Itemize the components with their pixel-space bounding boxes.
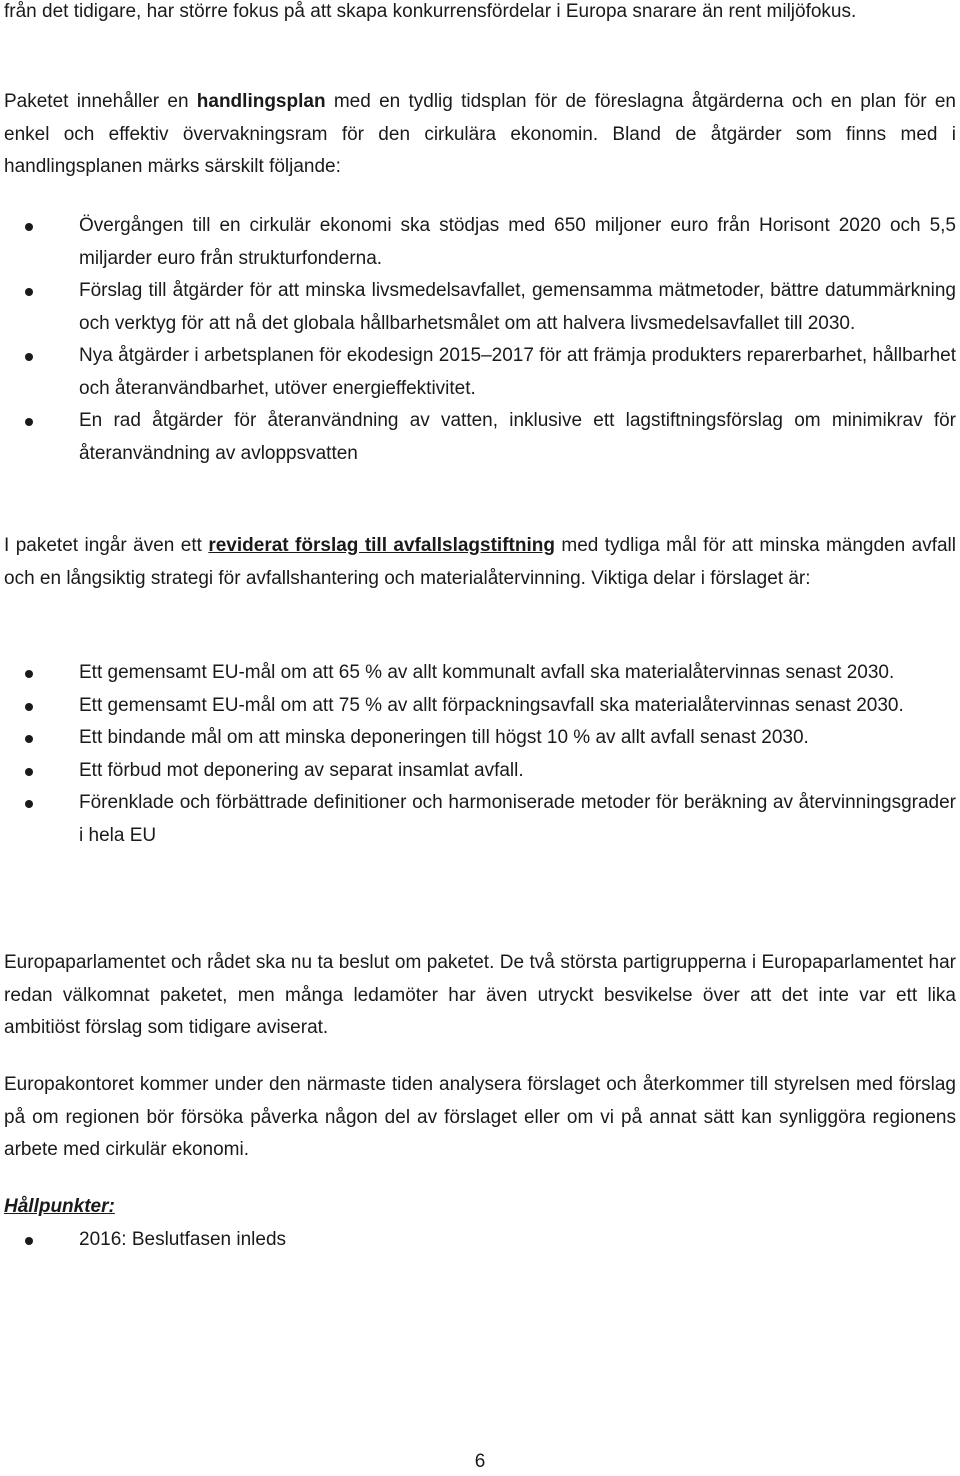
paragraph-text: Paketet innehåller en	[4, 91, 197, 112]
list-item: En rad åtgärder för återanvändning av vatten, inklusive ett lagstiftningsförslag om minimikrav för återanvändning av avloppsvatten	[0, 405, 956, 470]
paragraph-europe-office: Europakontoret kommer under den närmaste tiden analysera förslaget och återkommer till styrelsen med förslag på om regionen bör försöka påverka någon del av förslaget eller om vi på annat sätt kan synliggöra regionens arbete med cirkulär ekonomi.	[4, 1074, 956, 1160]
list-item: Förslag till åtgärder för att minska livsmedelsavfallet, gemensamma mätmetoder, bättre datummärkning och verktyg för att nå det globala hållbarhetsmålet om att halvera livsmedelsavfallet till 2030.	[0, 275, 956, 340]
paragraph-waste-legislation	[4, 530, 956, 595]
bullet-icon	[25, 768, 33, 776]
bullet-icon	[25, 703, 33, 711]
bold-term-avfallslagstiftning: reviderat förslag till avfallslagstiftning	[208, 535, 555, 556]
list-item: 2016: Beslutfasen inleds	[0, 1224, 956, 1257]
bullet-icon	[25, 800, 33, 808]
list-item: Ett förbud mot deponering av separat insamlat avfall.	[0, 755, 956, 788]
bullet-icon	[25, 1237, 33, 1245]
list-item: Ett gemensamt EU-mål om att 65 % av allt kommunalt avfall ska materialåtervinnas senast 2030.	[0, 657, 956, 690]
paragraph-text: I paketet ingår även ett	[4, 535, 209, 556]
bullet-icon	[25, 223, 33, 231]
list-item: Förenklade och förbättrade definitioner och harmoniserade metoder för beräkning av återvinningsgrader i hela EU	[0, 787, 956, 852]
paragraph-intro-continued: från det tidigare, har större fokus på att skapa konkurrensfördelar i Europa snarare än rent miljöfokus.	[4, 1, 857, 22]
paragraph-action-plan	[4, 86, 956, 184]
bold-term-handlingsplan: handlingsplan	[196, 91, 326, 112]
milestones-list	[0, 1224, 956, 1257]
list-item: Övergången till en cirkulär ekonomi ska stödjas med 650 miljoner euro från Horisont 2020 och 5,5 miljarder euro från strukturfonderna.	[0, 210, 956, 275]
list-item: Ett gemensamt EU-mål om att 75 % av allt förpackningsavfall ska materialåtervinnas senast 2030.	[0, 690, 956, 723]
page-number: 6	[474, 1451, 486, 1472]
paragraph-text: med tydliga mål för att minska mängden avfall och en långsiktig strategi för avfallshantering och materialåtervinning. Viktiga delar i förslaget är:	[4, 535, 956, 589]
list-item: Ett bindande mål om att minska deponeringen till högst 10 % av allt avfall senast 2030.	[0, 722, 956, 755]
paragraph-text: med en tydlig tidsplan för de föreslagna åtgärderna och en plan för en enkel och effektiv övervakningsram för den cirkulära ekonomin. Bland de åtgärder som finns med i handlingsplanen märks särskilt följande:	[4, 91, 956, 177]
proposal-parts-list	[0, 657, 956, 852]
bullet-icon	[25, 353, 33, 361]
bullet-icon	[25, 418, 33, 426]
section-heading-hallpunkter: Hållpunkter:	[4, 1196, 115, 1217]
bullet-icon	[25, 735, 33, 743]
list-item: Nya åtgärder i arbetsplanen för ekodesign 2015–2017 för att främja produkters reparerbarhet, hållbarhet och återanvändbarhet, utöver energieffektivitet.	[0, 340, 956, 405]
paragraph-parliament: Europaparlamentet och rådet ska nu ta beslut om paketet. De två största partigrupperna i Europaparlamentet har redan välkomnat paketet, men många ledamöter har även utryckt besvikelse över att det inte var ett lika ambitiöst förslag som tidigare aviserat.	[4, 952, 956, 1038]
action-plan-list	[0, 210, 956, 470]
bullet-icon	[25, 670, 33, 678]
bullet-icon	[25, 288, 33, 296]
